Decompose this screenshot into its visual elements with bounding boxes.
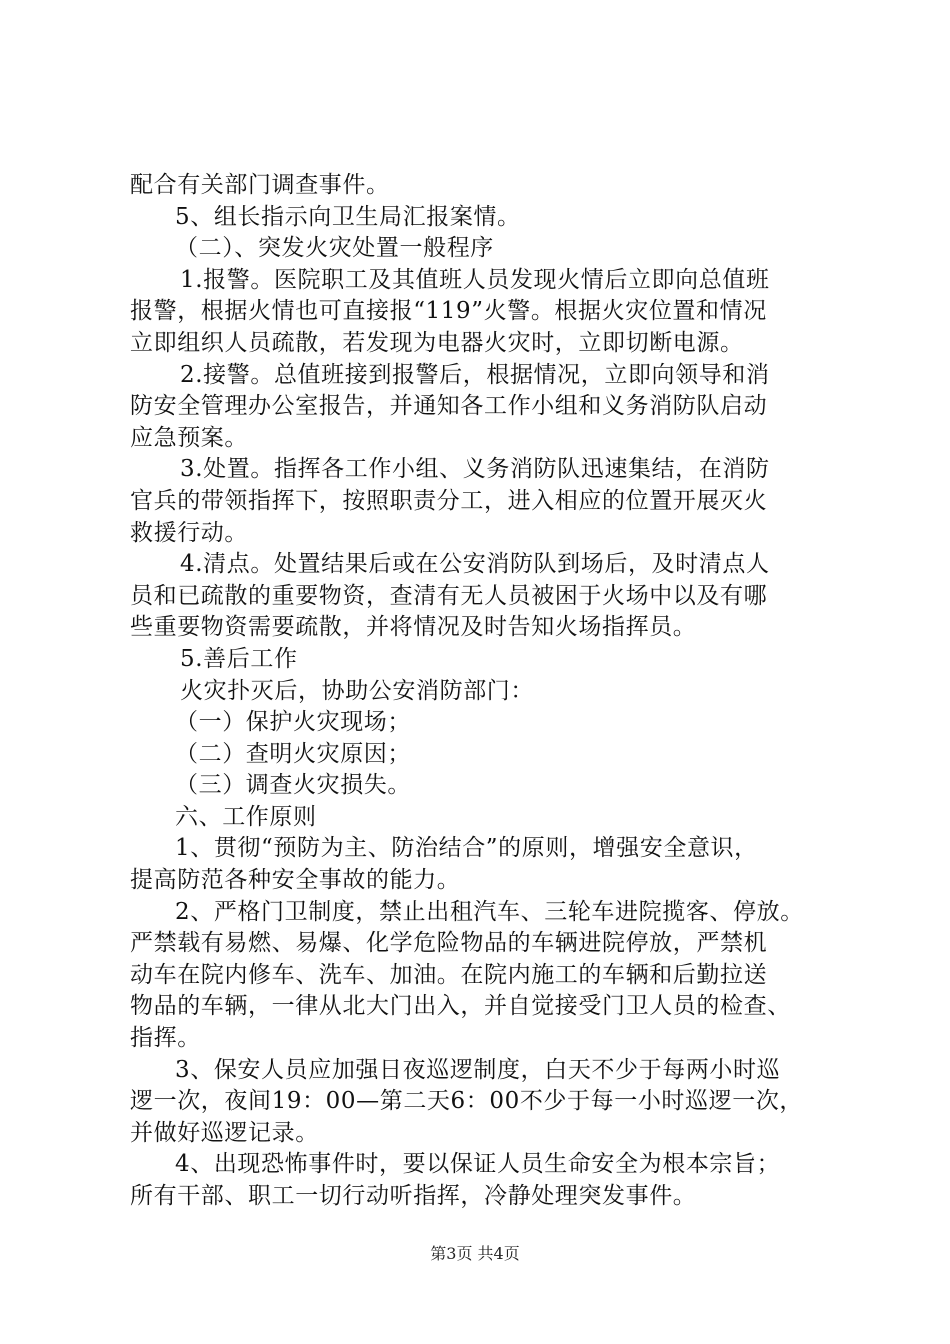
text-line: 报警，根据火情也可直接报“119”火警。根据火灾位置和情况: [130, 298, 767, 325]
text-line: 严禁载有易燃、易爆、化学危险物品的车辆进院停放，严禁机: [130, 930, 768, 957]
text-line: 5、组长指示向卫生局汇报案情。: [175, 203, 521, 230]
text-line: 火灾扑灭后，协助公安消防部门：: [180, 677, 534, 704]
text-line: 2.接警。总值班接到报警后，根据情况，立即向领导和消: [180, 361, 770, 388]
page-footer: 第3页 共4页: [430, 1244, 520, 1263]
text-line: 5.善后工作: [180, 645, 298, 672]
text-line: 救援行动。: [130, 519, 248, 546]
text-line: 并做好巡逻记录。: [130, 1119, 319, 1146]
text-line: 1、贯彻“预防为主、防治结合”的原则，增强安全意识，: [175, 835, 758, 862]
text-line: 1.报警。医院职工及其值班人员发现火情后立即向总值班: [180, 266, 770, 293]
text-line: 逻一次，夜间19：00—第二天6：00不少于每一小时巡逻一次，: [130, 1088, 804, 1115]
text-line: 4、出现恐怖事件时，要以保证人员生命安全为根本宗旨；: [175, 1151, 781, 1178]
text-line: 应急预案。: [130, 424, 248, 451]
text-line: 些重要物资需要疏散，并将情况及时告知火场指挥员。: [130, 614, 697, 641]
text-line: 物品的车辆，一律从北大门出入，并自觉接受门卫人员的检查、: [130, 993, 791, 1020]
text-line: 立即组织人员疏散，若发现为电器火灾时，立即切断电源。: [130, 329, 744, 356]
text-line: 提高防范各种安全事故的能力。: [130, 867, 461, 894]
text-line: 4.清点。处置结果后或在公安消防队到场后，及时清点人: [180, 551, 770, 578]
section-heading: 六、工作原则: [175, 803, 317, 830]
text-line: 3、保安人员应加强日夜巡逻制度，白天不少于每两小时巡: [175, 1056, 781, 1083]
text-line: 3.处置。指挥各工作小组、义务消防队迅速集结，在消防: [180, 456, 770, 483]
text-line: 所有干部、职工一切行动听指挥，冷静处理突发事件。: [130, 1183, 697, 1209]
document-body: [130, 170, 830, 1213]
text-line: 官兵的带领指挥下，按照职责分工，进入相应的位置开展灭火: [130, 487, 768, 514]
text-line: （三）调查火灾损失。: [175, 772, 411, 799]
text-line: （二）查明火灾原因；: [175, 740, 411, 767]
text-line: 指挥。: [130, 1025, 201, 1052]
section-heading: （二）、突发火灾处置一般程序: [175, 235, 494, 262]
text-line: 员和已疏散的重要物资，查清有无人员被困于火场中以及有哪: [130, 582, 768, 609]
text-line: 配合有关部门调查事件。: [130, 172, 390, 198]
text-line: 动车在院内修车、洗车、加油。在院内施工的车辆和后勤拉送: [130, 961, 768, 988]
text-line: （一）保护火灾现场；: [175, 709, 411, 736]
text-line: 防安全管理办公室报告，并通知各工作小组和义务消防队启动: [130, 393, 768, 420]
text-line: 2、严格门卫制度，禁止出租汽车、三轮车进院揽客、停放。: [175, 898, 804, 925]
